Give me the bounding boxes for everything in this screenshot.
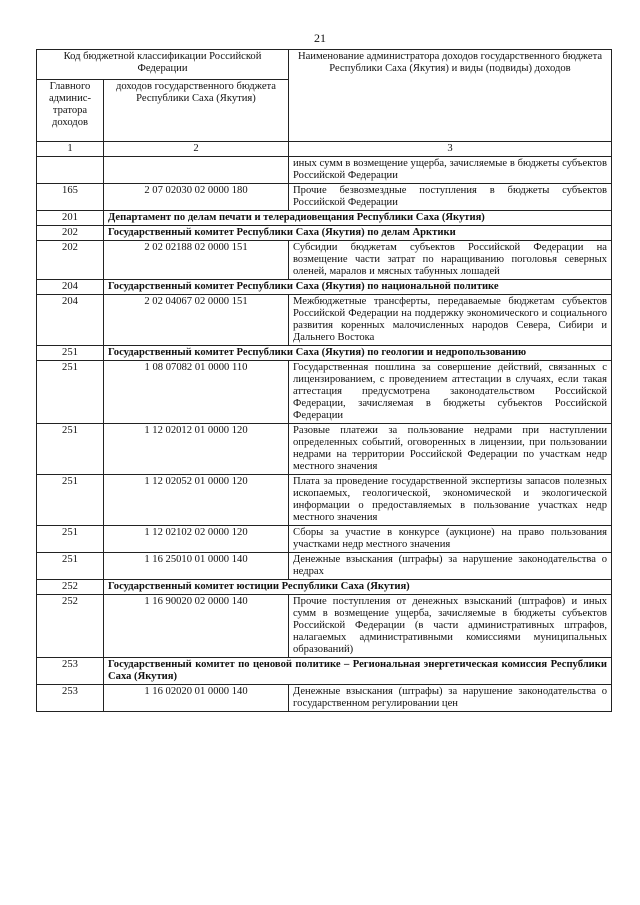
admin-code-cell: 251 xyxy=(37,553,104,580)
table-row xyxy=(37,295,612,346)
section-title: Государственный комитет Республики Саха (Якутия) по делам Арктики xyxy=(104,226,612,241)
income-name-cell: Разовые платежи за пользование недрами при наступлении определенных событий, оговоренных в лицензии, при пользовании недрами на территории Российской Федерации по участкам недр местного значения xyxy=(289,424,612,475)
admin-code-cell: 251 xyxy=(37,346,104,361)
income-code-cell: 2 07 02030 02 0000 180 xyxy=(104,184,289,211)
section-row xyxy=(37,211,612,226)
admin-code-cell: 251 xyxy=(37,361,104,424)
income-code-cell: 1 16 02020 01 0000 140 xyxy=(104,685,289,712)
admin-code-cell: 165 xyxy=(37,184,104,211)
admin-code-cell: 253 xyxy=(37,658,104,685)
header-code-group: Код бюджетной классификации Российской Федерации xyxy=(37,50,289,80)
header-income-column: доходов государственного бюджета Республики Саха (Якутия) xyxy=(104,80,289,142)
table-row xyxy=(37,157,612,184)
income-code-cell: 1 16 90020 02 0000 140 xyxy=(104,595,289,658)
header-admin-column: Главного админис-тратора доходов xyxy=(37,80,104,142)
income-name-cell: иных сумм в возмещение ущерба, зачисляемые в бюджеты субъектов Российской Федерации xyxy=(289,157,612,184)
table-row xyxy=(37,595,612,658)
section-title: Государственный комитет Республики Саха (Якутия) по национальной политике xyxy=(104,280,612,295)
column-number-row xyxy=(37,142,612,157)
header-row-top xyxy=(37,50,612,80)
income-name-cell: Прочие поступления от денежных взысканий (штрафов) и иных сумм в возмещение ущерба, зачисляемые в бюджеты субъектов Российской Федерации (в части административных штрафов, налагаемых административными комиссиями муниципальных образований) xyxy=(289,595,612,658)
table-row xyxy=(37,424,612,475)
admin-code-cell: 251 xyxy=(37,424,104,475)
income-name-cell: Сборы за участие в конкурсе (аукционе) на право пользования участками недр местного значения xyxy=(289,526,612,553)
admin-code-cell: 202 xyxy=(37,226,104,241)
section-row xyxy=(37,658,612,685)
section-title: Департамент по делам печати и телерадиовещания Республики Саха (Якутия) xyxy=(104,211,612,226)
table-row xyxy=(37,184,612,211)
income-code-cell: 1 08 07082 01 0000 110 xyxy=(104,361,289,424)
section-row xyxy=(37,580,612,595)
admin-code-cell: 201 xyxy=(37,211,104,226)
income-code-cell: 2 02 02188 02 0000 151 xyxy=(104,241,289,280)
page-number: 21 xyxy=(314,31,326,45)
section-row xyxy=(37,346,612,361)
admin-code-cell: 251 xyxy=(37,475,104,526)
income-code-cell: 1 16 25010 01 0000 140 xyxy=(104,553,289,580)
table-row xyxy=(37,361,612,424)
admin-code-cell: 204 xyxy=(37,280,104,295)
table-row xyxy=(37,241,612,280)
admin-code-cell: 252 xyxy=(37,595,104,658)
income-code-cell: 1 12 02012 01 0000 120 xyxy=(104,424,289,475)
income-code-cell: 1 12 02052 01 0000 120 xyxy=(104,475,289,526)
admin-code-cell xyxy=(37,157,104,184)
table-row xyxy=(37,526,612,553)
table-row xyxy=(37,553,612,580)
admin-code-cell: 252 xyxy=(37,580,104,595)
income-code-cell: 2 02 04067 02 0000 151 xyxy=(104,295,289,346)
income-code-cell: 1 12 02102 02 0000 120 xyxy=(104,526,289,553)
header-name-column: Наименование администратора доходов государственного бюджета Республики Саха (Якутия) и виды (подвиды) доходов xyxy=(289,50,612,142)
income-name-cell: Плата за проведение государственной экспертизы запасов полезных ископаемых, геологической, экономической и экологической информации о предоставляемых в пользование участках недр местного значения xyxy=(289,475,612,526)
income-name-cell: Государственная пошлина за совершение действий, связанных с лицензированием, с проведением аттестации в случаях, если такая аттестация предусмотрена законодательством Российской Федерации, зачисляемая в бюджеты субъектов Российской Федерации xyxy=(289,361,612,424)
admin-code-cell: 253 xyxy=(37,685,104,712)
admin-code-cell: 251 xyxy=(37,526,104,553)
section-title: Государственный комитет Республики Саха (Якутия) по геологии и недропользованию xyxy=(104,346,612,361)
admin-code-cell: 202 xyxy=(37,241,104,280)
income-name-cell: Денежные взыскания (штрафы) за нарушение законодательства о недрах xyxy=(289,553,612,580)
section-row xyxy=(37,280,612,295)
table-row xyxy=(37,685,612,712)
income-name-cell: Денежные взыскания (штрафы) за нарушение законодательства о государственном регулировании цен xyxy=(289,685,612,712)
column-number-2: 2 xyxy=(104,142,289,157)
column-number-3: 3 xyxy=(289,142,612,157)
table-row xyxy=(37,475,612,526)
section-row xyxy=(37,226,612,241)
income-name-cell: Межбюджетные трансферты, передаваемые бюджетам субъектов Российской Федерации на поддержку экономического и социального развития коренных малочисленных народов Севера, Сибири и Дальнего Востока xyxy=(289,295,612,346)
admin-code-cell: 204 xyxy=(37,295,104,346)
income-name-cell: Прочие безвозмездные поступления в бюджеты субъектов Российской Федерации xyxy=(289,184,612,211)
budget-classification-table xyxy=(36,49,612,712)
section-title: Государственный комитет юстиции Республики Саха (Якутия) xyxy=(104,580,612,595)
column-number-1: 1 xyxy=(37,142,104,157)
income-name-cell: Субсидии бюджетам субъектов Российской Федерации на возмещение части затрат по наращиванию поголовья северных оленей, маралов и мясных табунных лошадей xyxy=(289,241,612,280)
section-title: Государственный комитет по ценовой политике – Региональная энергетическая комиссия Республики Саха (Якутия) xyxy=(104,658,612,685)
income-code-cell xyxy=(104,157,289,184)
